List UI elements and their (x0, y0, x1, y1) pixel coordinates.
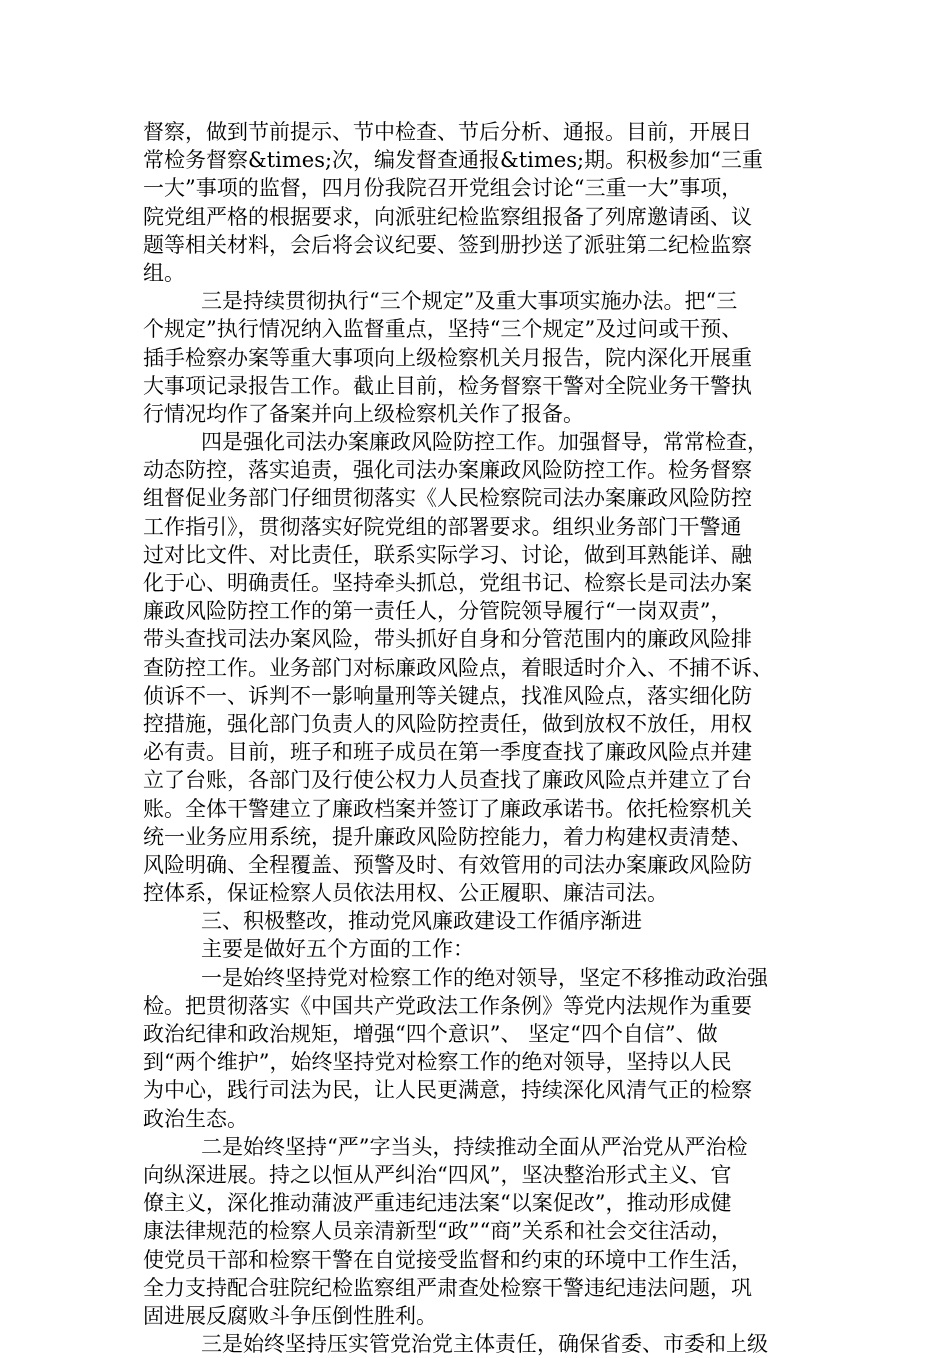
text-line: 三是持续贯彻执行“三个规定”及重大事项实施办法。把“三 (201, 289, 738, 314)
text-line: 政治生态。 (143, 1106, 248, 1131)
text-line: 带头查找司法办案风险，带头抓好自身和分管范围内的廉政风险排 (143, 627, 752, 652)
text-line: 化于心、明确责任。坚持牵头抓总，党组书记、检察长是司法办案 (143, 571, 752, 595)
text-line: 必有责。目前，班子和班子成员在第一季度查找了廉政风险点并建 (143, 740, 752, 765)
text-line: 检。把贯彻落实《中国共产党政法工作条例》等党内法规作为重要 (143, 993, 752, 1018)
text-line: 固进展反腐败斗争压倒性胜利。 (143, 1303, 437, 1328)
text-line: 三、积极整改，推动党风廉政建设工作循序渐进 (201, 909, 642, 934)
text-line: 常检务督察&times;次，编发督查通报&times;期。积极参加“三重 (143, 148, 763, 173)
text-line: 到“两个维护”，始终坚持党对检察工作的绝对领导，坚持以人民 (143, 1050, 732, 1075)
text-line: 题等相关材料，会后将会议纪要、签到册抄送了派驻第二纪检监察 (143, 232, 752, 257)
document-body (143, 118, 833, 1358)
text-line: 侦诉不一、诉判不一影响量刑等关键点，找准风险点，落实细化防 (143, 683, 752, 708)
text-line: 一是始终坚持党对检察工作的绝对领导，坚定不移推动政治强 (201, 965, 768, 990)
text-line: 政治纪律和政治规矩，增强“四个意识”、 坚定“四个自信”、做 (143, 1022, 718, 1046)
text-line: 廉政风险防控工作的第一责任人，分管院领导履行“一岗双责”， (143, 599, 732, 624)
text-line: 过对比文件、对比责任，联系实际学习、讨论，做到耳熟能详、融 (143, 542, 752, 567)
text-line: 控体系，保证检察人员依法用权、公正履职、廉洁司法。 (143, 881, 668, 906)
text-line: 动态防控，落实追责，强化司法办案廉政风险防控工作。检务督察 (143, 458, 752, 483)
text-line: 康法律规范的检察人员亲清新型“政”“商”关系和社会交往活动， (143, 1219, 732, 1244)
text-line: 院党组严格的根据要求，向派驻纪检监察组报备了列席邀请函、议 (143, 204, 752, 229)
text-line: 个规定”执行情况纳入监督重点，坚持“三个规定”及过问或干预、 (143, 317, 743, 342)
text-line: 立了台账，各部门及行使公权力人员查找了廉政风险点并建立了台 (143, 768, 752, 793)
text-line: 全力支持配合驻院纪检监察组严肃查处检察干警违纪违法问题，巩 (143, 1275, 752, 1300)
text-line: 组督促业务部门仔细贯彻落实《人民检察院司法办案廉政风险防控 (143, 486, 752, 511)
text-line: 大事项记录报告工作。截止目前，检务督察干警对全院业务干警执 (143, 373, 752, 398)
text-line: 僚主义，深化推动蒲波严重违纪违法案“以案促改”，推动形成健 (143, 1191, 732, 1216)
text-line: 使党员干部和检察干警在自觉接受监督和约束的环境中工作生活， (143, 1247, 752, 1272)
text-line: 向纵深进展。持之以恒从严纠治“四风”，坚决整治形式主义、官 (143, 1162, 732, 1187)
text-line: 主要是做好五个方面的工作： (201, 937, 474, 962)
text-line: 三是始终坚持压实管党治党主体责任，确保省委、市委和上级 (201, 1332, 768, 1357)
text-line: 二是始终坚持“严”字当头，持续推动全面从严治党从严治检 (201, 1134, 748, 1159)
text-line: 工作指引》，贯彻落实好院党组的部署要求。组织业务部门干警通 (143, 514, 742, 539)
text-line: 行情况均作了备案并向上级检察机关作了报备。 (143, 401, 584, 426)
text-line: 账。全体干警建立了廉政档案并签订了廉政承诺书。依托检察机关 (143, 796, 752, 821)
text-line: 插手检察办案等重大事项向上级检察机关月报告，院内深化开展重 (143, 345, 752, 370)
text-line: 风险明确、全程覆盖、预警及时、有效管用的司法办案廉政风险防 (143, 852, 752, 877)
text-line: 为中心，践行司法为民，让人民更满意，持续深化风清气正的检察 (143, 1078, 752, 1103)
text-line: 统一业务应用系统，提升廉政风险防控能力，着力构建权责清楚、 (143, 824, 752, 849)
text-line: 组。 (143, 260, 185, 285)
text-line: 一大”事项的监督，四月份我院召开党组会讨论“三重一大”事项， (143, 176, 743, 201)
text-line: 查防控工作。业务部门对标廉政风险点，着眼适时介入、不捕不诉、 (143, 655, 773, 680)
text-line: 控措施，强化部门负责人的风险防控责任，做到放权不放任，用权 (143, 711, 752, 736)
text-line: 督察，做到节前提示、节中检查、节后分析、通报。目前，开展日 (143, 120, 752, 144)
text-line: 四是强化司法办案廉政风险防控工作。加强督导，常常检查， (201, 430, 768, 455)
